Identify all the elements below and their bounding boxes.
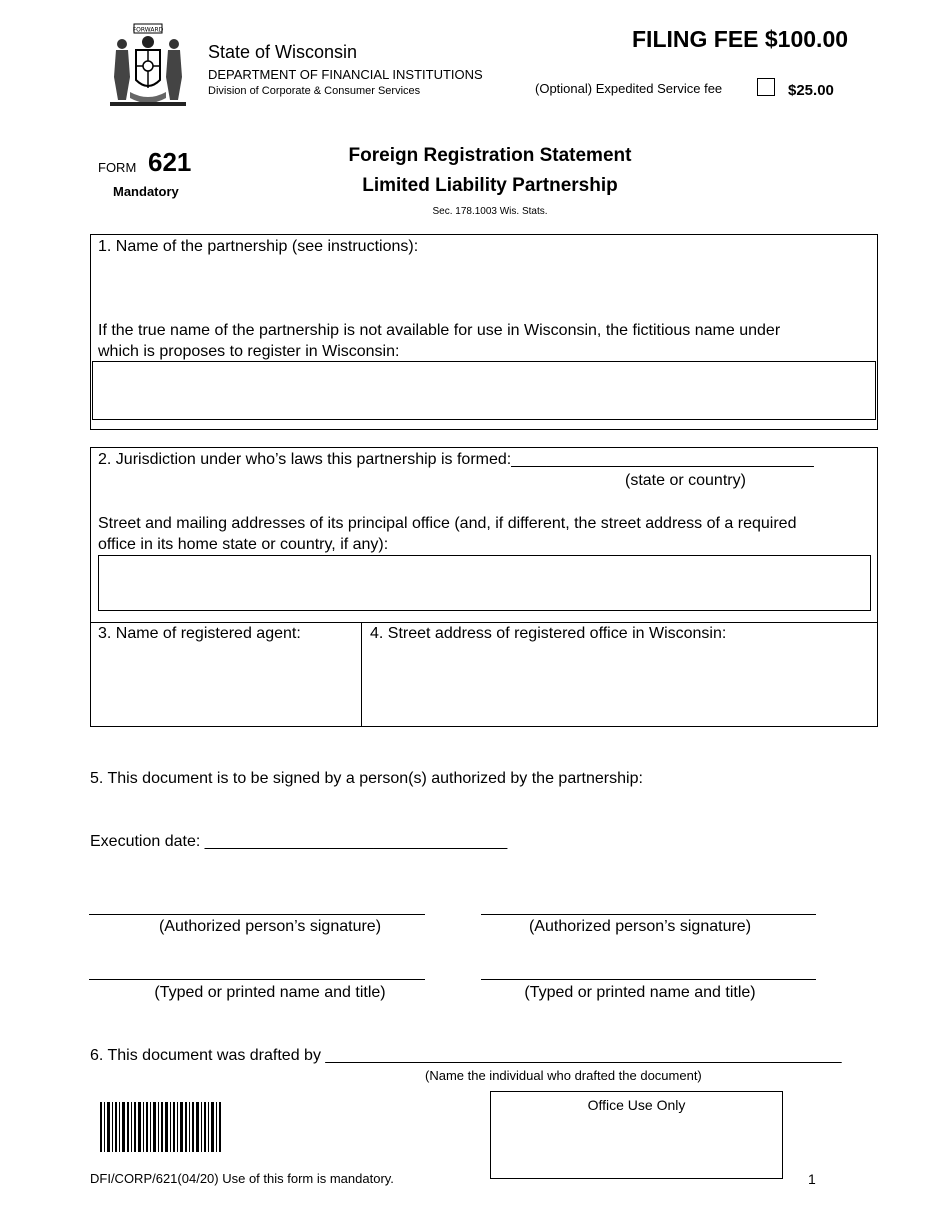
department-name: DEPARTMENT OF FINANCIAL INSTITUTIONS <box>208 67 483 82</box>
barcode <box>100 1102 222 1152</box>
section-divider <box>90 622 878 623</box>
registered-office-field[interactable] <box>364 648 874 724</box>
drafted-by-hint: (Name the individual who drafted the document) <box>425 1068 702 1083</box>
mandatory-label: Mandatory <box>113 184 179 199</box>
expedited-amount: $25.00 <box>788 82 834 99</box>
signature-line-1[interactable] <box>89 914 425 915</box>
state-name: State of Wisconsin <box>208 42 358 62</box>
statute-reference: Sec. 178.1003 Wis. Stats. <box>432 206 548 217</box>
filing-fee: FILING FEE $100.00 <box>632 26 849 52</box>
form-label: FORM <box>98 160 137 175</box>
fictitious-name-field[interactable] <box>92 361 876 420</box>
fictitious-name-instruction-1: If the true name of the partnership is not available for use in Wisconsin, the fictitious name under <box>98 322 781 339</box>
address-instruction-1: Street and mailing addresses of its principal office (and, if different, the street address of a required <box>98 515 797 532</box>
jurisdiction-hint: (state or country) <box>625 472 746 489</box>
address-instruction-2: office in its home state or country, if any): <box>98 536 389 553</box>
registered-agent-field[interactable] <box>92 648 358 724</box>
signature-line-2[interactable] <box>481 914 816 915</box>
column-divider <box>361 622 362 727</box>
jurisdiction-label-text: 2. Jurisdiction under who’s laws this partnership is formed: <box>98 451 512 468</box>
principal-office-address-field[interactable] <box>98 555 871 611</box>
form-number: 621 <box>148 147 192 177</box>
registered-office-label: 4. Street address of registered office in Wisconsin: <box>370 625 727 642</box>
division-name: Division of Corporate & Consumer Services <box>208 85 421 97</box>
name-title-line-2[interactable] <box>481 979 816 980</box>
jurisdiction-label <box>98 451 814 469</box>
name-title-caption-2: (Typed or printed name and title) <box>524 984 756 1001</box>
office-use-label: Office Use Only <box>587 1097 686 1113</box>
jurisdiction-blank[interactable]: __________________________________ <box>511 451 814 468</box>
drafted-by-field[interactable]: __________________________________________________________ <box>325 1047 842 1064</box>
drafted-by-row <box>90 1047 842 1065</box>
form-code: DFI/CORP/621(04/20) Use of this form is mandatory. <box>90 1171 394 1186</box>
section-1-label: 1. Name of the partnership (see instructions): <box>98 238 419 255</box>
seal-motto: FORWARD <box>132 26 164 34</box>
fictitious-name-instruction-2: which is proposes to register in Wisconsin: <box>98 343 400 360</box>
section-5-label: 5. This document is to be signed by a person(s) authorized by the partnership: <box>90 770 643 787</box>
execution-date-row <box>90 833 507 851</box>
signature-caption-1: (Authorized person’s signature) <box>158 918 382 935</box>
name-title-caption-1: (Typed or printed name and title) <box>154 984 386 1001</box>
expedited-checkbox[interactable] <box>757 78 775 96</box>
execution-date-field[interactable]: __________________________________ <box>204 833 508 850</box>
form-title-line1: Foreign Registration Statement <box>348 145 632 166</box>
expedited-label: (Optional) Expedited Service fee <box>535 81 723 96</box>
registered-agent-label: 3. Name of registered agent: <box>98 625 301 642</box>
state-seal <box>104 22 192 110</box>
signature-caption-2: (Authorized person’s signature) <box>528 918 752 935</box>
execution-date-label: Execution date: <box>90 833 201 850</box>
name-title-line-1[interactable] <box>89 979 425 980</box>
page-number: 1 <box>808 1171 816 1187</box>
drafted-by-label: 6. This document was drafted by <box>90 1047 321 1064</box>
form-title-line2: Limited Liability Partnership <box>362 175 618 196</box>
